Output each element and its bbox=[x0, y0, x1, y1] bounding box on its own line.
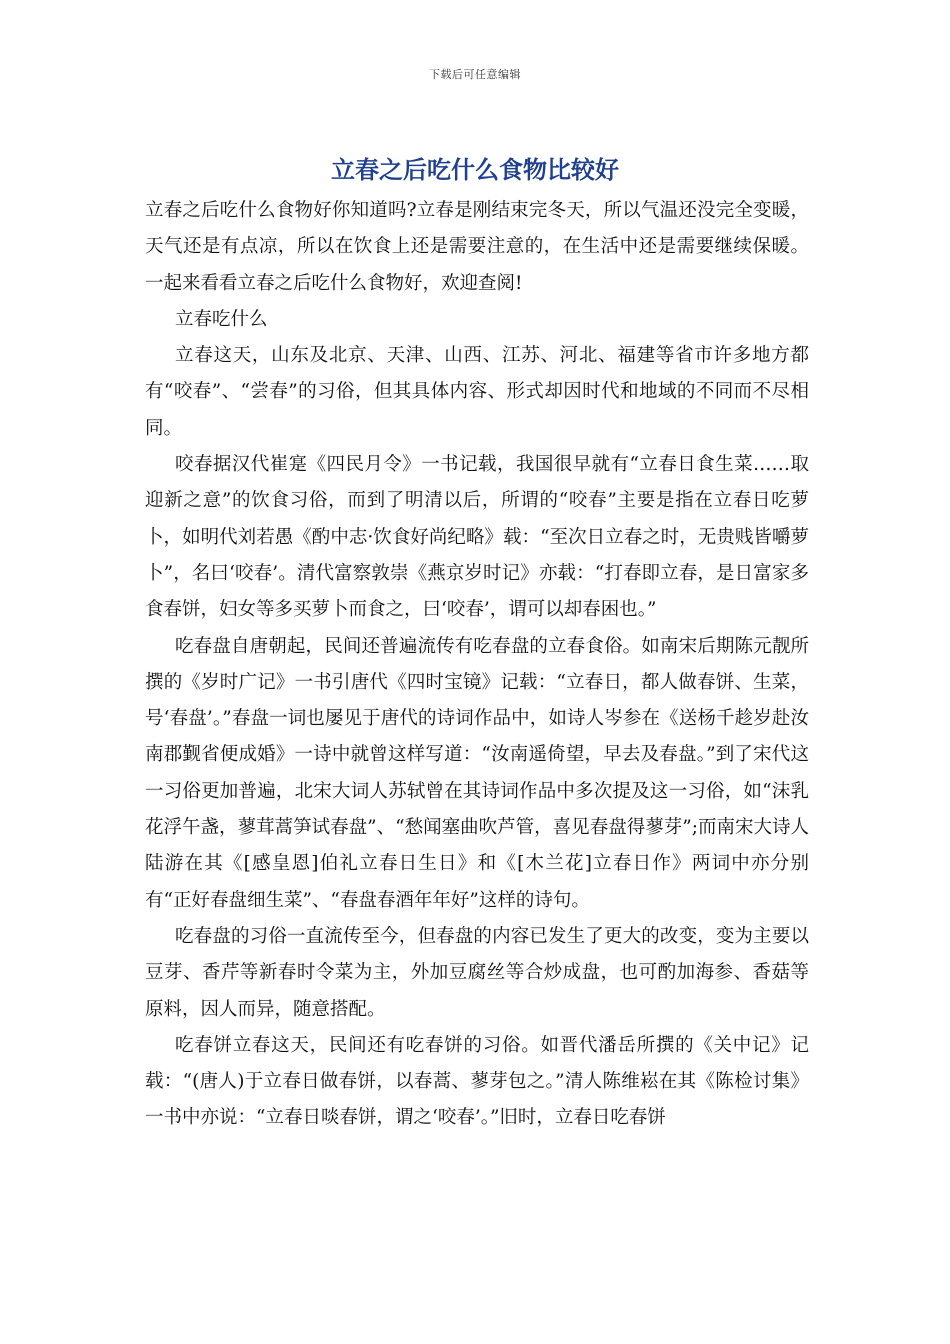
document-body bbox=[145, 193, 809, 1137]
paragraph: 吃春饼立春这天，民间还有吃春饼的习俗。如晋代潘岳所撰的《关中记》记载：“(唐人)于立春日做春饼，以春蒿、蓼芽包之。”清人陈维崧在其《陈检讨集》一书中亦说：“立春日啖春饼，谓之‘咬春’。”旧时，立春日吃春饼 bbox=[145, 1034, 809, 1129]
paragraph: 咬春据汉代崔寔《四民月令》一书记载，我国很早就有“立春日食生菜……取迎新之意”的饮食习俗，而到了明清以后，所谓的“咬春”主要是指在立春日吃萝卜，如明代刘若愚《酌中志·饮食好尚纪略》载：“至次日立春之时，无贵贱皆嚼萝卜”，名曰‘咬春’。清代富察敦崇《燕京岁时记》亦载：“打春即立春，是日富家多食春饼，妇女等多买萝卜而食之，曰‘咬春’，谓可以却春困也。” bbox=[145, 454, 809, 621]
paragraph-intro: 立春之后吃什么食物好你知道吗?立春是刚结束完冬天，所以气温还没完全变暖，天气还是有点凉，所以在饮食上还是需要注意的，在生活中还是需要继续保暖。一起来看看立春之后吃什么食物好，欢迎查阅! bbox=[145, 200, 809, 294]
document-title: 立春之后吃什么食物比较好 bbox=[331, 155, 619, 184]
section-heading: 立春吃什么 bbox=[175, 308, 268, 330]
paragraph: 吃春盘自唐朝起，民间还普遍流传有吃春盘的立春食俗。如南宋后期陈元靓所撰的《岁时广记》一书引唐代《四时宝镜》记载：“立春日，都人做春饼、生菜，号‘春盘’。”春盘一词也屡见于唐代的诗词作品中，如诗人岑参在《送杨千趁岁赴汝南郡觐省便成婚》一诗中就曾这样写道：“汝南遥倚望，早去及春盘。”到了宋代这一习俗更加普遍，北宋大词人苏轼曾在其诗词作品中多次提及这一习俗，如“沫乳花浮午盏，蓼茸蒿笋试春盘”、“愁闻塞曲吹芦管，喜见春盘得蓼芽”;而南宋大诗人陆游在其《[感皇恩]伯礼立春日生日》和《[木兰花]立春日作》两词中亦分别有“正好春盘细生菜”、“春盘春酒年年好”这样的诗句。 bbox=[145, 635, 809, 911]
header-note: 下载后可任意编辑 bbox=[429, 68, 521, 81]
paragraph: 吃春盘的习俗一直流传至今，但春盘的内容已发生了更大的改变，变为主要以豆芽、香芹等新春时令菜为主，外加豆腐丝等合炒成盘，也可酌加海参、香菇等原料，因人而异，随意搭配。 bbox=[145, 925, 809, 1020]
paragraph: 立春这天，山东及北京、天津、山西、江苏、河北、福建等省市许多地方都有“咬春”、“尝春”的习俗，但其具体内容、形式却因时代和地域的不同而不尽相同。 bbox=[145, 345, 809, 439]
